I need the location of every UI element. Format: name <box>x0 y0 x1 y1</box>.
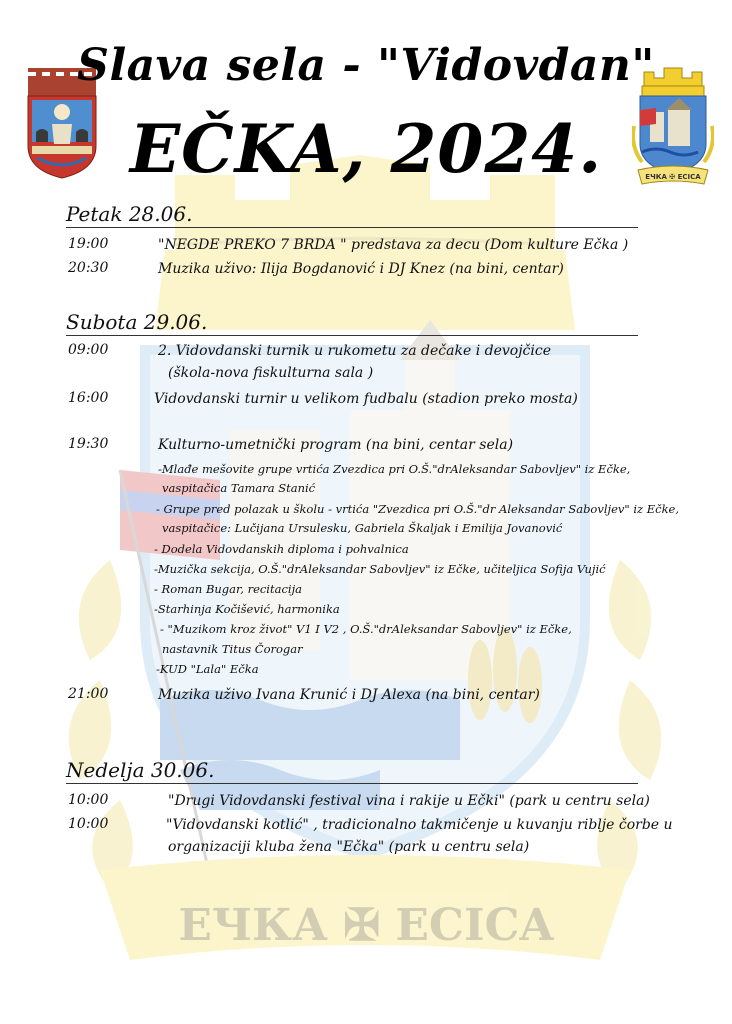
event-text: 2. Vidovdanski turnik u rukometu za dečake i devojčice <box>158 343 551 359</box>
program-item: -Muzička sekcija, O.Š."drAleksandar Sabovljev" iz Ečke, učiteljica Sofija Vujić <box>154 562 606 576</box>
event-text-cont: organizaciji kluba žena "Ečka" (park u centru sela) <box>168 839 530 855</box>
event-time: 16:00 <box>68 390 109 406</box>
program-item: - Grupe pred polazak u školu - vrtića "Zvezdica pri O.Š."dr Aleksandar Sabovljev" iz Ečke, <box>156 502 679 516</box>
program-item: -KUD "Lala" Ečka <box>156 662 259 676</box>
page-subtitle: Slava sela - "Vidovdan" <box>77 40 655 91</box>
program-item: vaspitačica Tamara Stanić <box>162 481 316 495</box>
event-time: 19:00 <box>68 236 109 252</box>
event-time: 21:00 <box>68 686 109 702</box>
program-item: - "Muzikom kroz život" V1 I V2 , O.Š."drAleksandar Sabovljev" iz Ečke, <box>160 622 572 636</box>
day-heading-subota: Subota 29.06. <box>66 310 638 336</box>
program-item: - Roman Bugar, recitacija <box>154 582 303 596</box>
event-time: 19:30 <box>68 436 109 452</box>
event-time: 10:00 <box>68 792 109 808</box>
event-text: "NEGDE PREKO 7 BRDA " predstava za decu (Dom kulture Ečka ) <box>158 237 629 253</box>
event-text: "Vidovdanski kotlić" , tradicionalno takmičenje u kuvanju riblje čorbe u <box>166 817 673 833</box>
program-item: -Mlađe mešovite grupe vrtića Zvezdica pri O.Š."drAleksandar Sabovljev" iz Ečke, <box>158 462 631 476</box>
event-text: Vidovdanski turnir u velikom fudbalu (stadion preko mosta) <box>154 391 578 407</box>
program-item: - Dodela Vidovdanskih diploma i pohvalnica <box>154 542 409 556</box>
event-text: Muzika uživo: Ilija Bogdanović i DJ Knez (na bini, centar) <box>158 261 564 277</box>
day-heading-nedelja: Nedelja 30.06. <box>66 758 638 784</box>
event-time: 10:00 <box>68 816 109 832</box>
event-text-cont: (škola-nova fiskulturna sala ) <box>168 365 374 381</box>
program-item: vaspitačice: Lučijana Ursulesku, Gabriela Škaljak i Emilija Jovanović <box>162 521 563 535</box>
program-item: nastavnik Titus Čorogar <box>162 642 303 656</box>
day-heading-petak: Petak 28.06. <box>66 202 638 228</box>
event-time: 20:30 <box>68 260 109 276</box>
event-time: 09:00 <box>68 342 109 358</box>
page-title: EČKA, 2024. <box>129 110 603 188</box>
watermark-text: ЕЧКА ✠ ECICA <box>178 900 554 951</box>
event-text: Kulturno-umetnički program (na bini, centar sela) <box>158 437 514 453</box>
program-item: -Starhinja Kočišević, harmonika <box>154 602 340 616</box>
event-text: Muzika uživo Ivana Krunić i DJ Alexa (na bini, centar) <box>158 687 540 703</box>
event-text: "Drugi Vidovdanski festival vina i rakije u Ečki" (park u centru sela) <box>168 793 650 809</box>
crest-banner-text: ЕЧКА ✠ ECICA <box>645 173 701 181</box>
